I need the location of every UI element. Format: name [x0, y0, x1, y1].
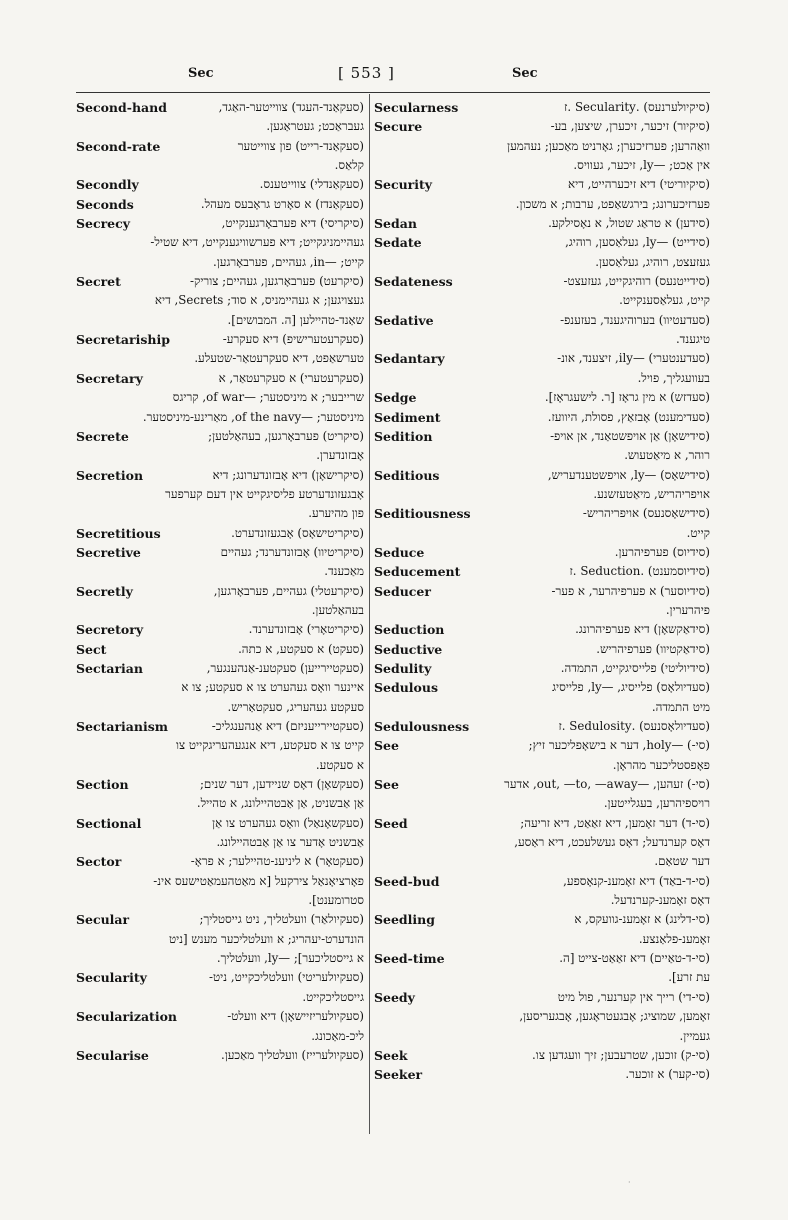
headword: Sedateness — [374, 274, 453, 290]
headword: Seedy — [374, 989, 415, 1005]
headword: Secretive — [76, 544, 141, 560]
entry-line — [374, 582, 710, 601]
headword: Sedge — [374, 390, 417, 406]
entry-line — [374, 640, 710, 659]
definition-text: (סעקיולאַר) וועלטליך, ניט גייסטליך; — [199, 912, 364, 927]
headword: Sedulousness — [374, 719, 470, 734]
headword: Secularization — [76, 1009, 178, 1025]
entry-line — [76, 968, 364, 987]
definition-text: (סידיוס) פערפיהרען. — [614, 544, 710, 559]
continuation-line: געזעצט, רוהיג, געלאַסען. — [595, 254, 710, 269]
headword: Secretary — [76, 370, 143, 386]
entry-line — [374, 1065, 710, 1084]
headword: Sectional — [76, 815, 142, 831]
continuation-line: קייט צו א סעקטע, דיא אנגעהעריגקייט צו — [175, 738, 364, 753]
continuation-line: זאָמענ-פלאַנצע. — [638, 931, 710, 946]
headword: Seeker — [374, 1067, 423, 1083]
headword: Seduction — [374, 622, 445, 638]
headword: Secularity — [76, 970, 147, 986]
continuation-line: געבראַכט; געטראַגען. — [266, 119, 364, 134]
headword: Sedulity — [374, 660, 432, 676]
continuation-line: פון מהיערע. — [308, 506, 364, 521]
definition-text: (סעקאַנדלי) צווייטענס. — [259, 177, 364, 192]
continuation-line: איינער וואָס געהערט צו א סעקטע; צו א — [181, 680, 364, 695]
definition-text: (סיקריטיוו) אָבזונדערנד; געהיים — [220, 544, 364, 559]
definition-text: (סי-) —holy, דער א בישאָפליכער זיץ; — [528, 738, 710, 753]
entry-line — [76, 910, 364, 929]
headword: Seducement — [374, 564, 461, 580]
entry-line — [374, 736, 710, 755]
definition-text: (סי-ד-באַד) דיא זאָמענ-קנאָספע, — [563, 873, 710, 888]
continuation-line: סטרומענט]. — [308, 893, 364, 908]
headword: Secretariship — [76, 332, 170, 348]
entry-line — [374, 717, 710, 736]
continuation-line: עת זרע]. — [668, 970, 710, 985]
continuation-line: פיהרערין. — [665, 602, 710, 617]
entry-line — [76, 427, 364, 446]
continuation-line: קלאַס. — [334, 158, 364, 173]
continuation-line: געהיימניגקייט; דיא פערשוויגענקייט, דיא שטיל- — [150, 235, 364, 250]
headword: Sedulous — [374, 680, 439, 696]
page-header — [0, 62, 788, 90]
entry-line — [76, 98, 364, 117]
definition-text: (סי-ד) דער זאָמען, דיא זאַאַט, דיא זריעה; — [520, 815, 710, 830]
definition-text: (סעקטאָר) א ליניענ-טהיילער; א פראָ- — [190, 854, 364, 869]
headword: Secularise — [76, 1047, 149, 1063]
definition-text: (סידישאָסנעס) אויפריהריש- — [582, 506, 710, 521]
definition-text: (סידען) א טראַג שטול, א נאָסילקע. — [548, 216, 710, 231]
headword: Secularness — [374, 100, 459, 115]
entry-line — [76, 1007, 364, 1026]
entry-line — [374, 175, 710, 194]
entry-line — [374, 775, 710, 794]
continuation-line: אַבשניט אָדער צו אַן אַבטהיילונג. — [216, 835, 364, 850]
headword: Sedative — [374, 312, 434, 328]
entry-line — [76, 620, 364, 639]
definition-text: (סעקטיירייען) סעקטענ-אַנהענגער, — [206, 660, 364, 675]
entry-line — [76, 330, 364, 349]
headword: Sectarian — [76, 660, 143, 676]
headword: Secure — [374, 119, 423, 135]
headword: Seditious — [374, 467, 440, 483]
definition-text: (סעקטיירייעניזם) דיא אַנהענגליכ- — [211, 719, 364, 733]
entry-line — [76, 466, 364, 485]
headword: Seed-time — [374, 951, 445, 967]
right-guide-word: Sec — [512, 66, 538, 81]
continuation-line: פערזיכערונג; בירגשאַפט, ערבות; א משכון. — [515, 196, 710, 211]
definition-text: (סעקיולעריטי) וועלטליכקייט, ניט- — [209, 970, 364, 985]
headword: Sector — [76, 854, 122, 870]
headword: Seductive — [374, 641, 443, 657]
entry-line — [374, 988, 710, 1007]
continuation-line: קייט; —in, געהיים, פערבאָרגען. — [213, 254, 364, 269]
headword: Seek — [374, 1047, 408, 1063]
continuation-line: סעקטע געהעריג, סעקטאַריש. — [227, 699, 364, 714]
entry-line — [374, 311, 710, 330]
column-divider — [369, 94, 370, 1134]
continuation-line: בעוועגליך, פויל. — [637, 370, 710, 385]
entry-line — [76, 659, 364, 678]
entry-line — [374, 814, 710, 833]
definition-text: (סעדיולאָסנעס) .Sedulosity .ז — [558, 719, 710, 733]
entry-line — [76, 717, 364, 736]
continuation-line: קייט. — [686, 525, 710, 540]
definition-text: (סיקיור) זיכער, זיכערן, שיצען, בע- — [550, 119, 710, 134]
entry-line — [374, 349, 710, 368]
right-column — [374, 98, 710, 1085]
continuation-line: געמיין. — [679, 1028, 710, 1043]
definition-text: (סעקשאָנאַל) וואָס געהערט צו אַן — [212, 815, 364, 830]
continuation-line: טערשאַפט, דיא סעקרעטאַר-שטעלע. — [194, 351, 364, 366]
page-speck: · — [628, 1178, 631, 1187]
continuation-line: רוהר, א מיאַטעוש. — [624, 448, 710, 463]
continuation-line: אָבזונדערן. — [316, 448, 364, 463]
continuation-line: דער שטאַם. — [654, 854, 710, 869]
definition-text: (סי-ד-טאַיים) דיא זאַאַט-צייט [ה. — [559, 951, 710, 966]
definition-text: (סיקיולערנעס) .Secularity .ז — [564, 100, 710, 114]
definition-text: (סי-) זעהען, —out, —to, —away, אדער — [504, 777, 710, 792]
entry-line — [374, 214, 710, 233]
definition-text: (סידייטנעס) רוהיגקייט, געזעצט- — [563, 274, 710, 289]
headword: Seed-bud — [374, 873, 440, 889]
definition-text: (סיקרעטלי) געהיים, פערבאָרגען, — [213, 583, 364, 598]
continuation-line: א גייסטליכער]; —ly, וועלטליך. — [216, 951, 364, 966]
definition-text: (סי-דלינג) א זאָמענ-גוועקס, א — [574, 912, 710, 927]
definition-text: (סעקאַנדז) א סאָרט גראָבעס מעהל. — [200, 196, 364, 211]
definition-text: (סעדימענט) אָבזאַץ, פסולת, היוועז. — [547, 409, 710, 424]
entry-line — [374, 872, 710, 891]
headword: Seduce — [374, 544, 425, 560]
entry-line — [374, 466, 710, 485]
definition-text: (סידייט) —ly, געלאַסען, רוהיג, — [565, 235, 710, 250]
continuation-line: אָבגעזונדערטע פליסיגקייט אין דעם קערפער — [165, 486, 364, 501]
definition-text: (סעדעטיוו) בערוהיגענד, בעזענפ- — [560, 312, 710, 327]
entry-line — [76, 137, 364, 156]
entry-line — [76, 175, 364, 194]
continuation-line: הונדערט-יעהריג; א וועלטליכער מענש [ניט — [168, 931, 364, 946]
entry-line — [374, 117, 710, 136]
definition-text: (סיקריטישאָס) אָבגעזונדערט. — [231, 525, 364, 540]
page-number: [ 553 ] — [338, 64, 395, 82]
continuation-line: אַן אַבשניט, אַן אַבטהיילונג, א טהייל. — [196, 796, 364, 811]
definition-text: (סיקיוריטי) דיא זיכערהייט, דיא — [568, 177, 710, 192]
continuation-line: אויפריהריש, מיאַטעזשנע. — [593, 486, 710, 501]
headword: Seedling — [374, 912, 435, 928]
definition-text: (סעקט) א סעקטע, א כתה. — [238, 641, 364, 656]
definition-text: (סעקרעטערישיפ) דיא סעקרע- — [222, 332, 364, 347]
entry-line — [374, 272, 710, 291]
continuation-line: וואַהרען; פערזיכערן; גאָרניט מאַכען; נעהמען — [507, 138, 710, 153]
definition-text: (סעדענטערי) —ily, זיצענד, אונ- — [557, 351, 710, 366]
definition-text: (סיקרעט) פערבאָרגען, געהיים; צוריק- — [190, 274, 364, 289]
continuation-line: דאָס זאָמענ-קערנדעל. — [610, 893, 710, 908]
entry-line — [374, 620, 710, 639]
entry-line — [76, 640, 364, 659]
definition-text: (סידאַקטיוו) פערפיהריש. — [596, 641, 710, 656]
continuation-line: שאַנד-טהיילען [ה. המבושים]. — [227, 312, 364, 327]
headword: Secretion — [76, 467, 144, 483]
continuation-line: שרייבער; א מיניסטער; —of war, קריגס — [172, 390, 364, 405]
entry-line — [76, 582, 364, 601]
entry-line — [76, 272, 364, 291]
continuation-line: בעהאַלטען. — [311, 602, 364, 617]
entry-line — [76, 369, 364, 388]
continuation-line: גייסטליכקייט. — [302, 989, 364, 1004]
definition-text: (סידיוסמענט) .Seduction .ז — [569, 564, 710, 579]
left-column — [76, 98, 364, 1065]
definition-text: (סידישאָס) —ly, אויפשטענדעריש, — [547, 467, 710, 482]
definition-text: (סעדזש) א מין גראָז [ר. לישעגראָז]. — [544, 390, 710, 405]
continuation-line: טיגענד. — [675, 332, 710, 347]
headword: Secrecy — [76, 216, 131, 232]
headword: Sect — [76, 641, 107, 657]
definition-text: (סיקריטאָרי) אָבזונדערנד. — [248, 622, 364, 637]
entry-line — [374, 543, 710, 562]
continuation-line: אין אַכט; —ly, זיכער, געוויס. — [573, 158, 710, 173]
continuation-line: פאָרציאָנאַל צירקעל [א מאַטהעמאַטישעס אינ- — [153, 873, 364, 888]
definition-text: (סידיוליטי) פלייסיגקייט, התמדה. — [560, 660, 710, 675]
headword: Secretly — [76, 583, 133, 599]
definition-text: (סעקשאָן) דאָס שניידען, דער שנים; — [199, 777, 364, 792]
entry-line — [76, 524, 364, 543]
headword: Sedantary — [374, 351, 445, 367]
entry-line — [374, 1046, 710, 1065]
entry-line — [374, 678, 710, 697]
definition-text: (סיקריסי) דיא פערבאָרגענקייט, — [221, 216, 364, 231]
headword: Second-rate — [76, 138, 161, 154]
entry-line — [76, 195, 364, 214]
definition-text: (סי-ק) זוכען, שטרעבען; זיך וועגדען צו. — [532, 1047, 710, 1062]
headword: Seconds — [76, 196, 134, 212]
definition-text: (סיקרישאָן) דיא אָבזונדערונג; דיא — [212, 467, 364, 482]
headword: See — [374, 738, 399, 754]
definition-text: (סידאַקשאָן) דיא פערפיהרונג. — [575, 622, 710, 637]
headword: Section — [76, 777, 129, 793]
definition-text: (סעקרעטערי) א סעקרעטאַר, א — [218, 370, 364, 385]
definition-text: (סידישאָן) אַן אויפשטאַנד, אן אויפ- — [550, 428, 710, 443]
definition-text: (סעקאַנד-רייט) פון צווייטער — [237, 138, 364, 153]
headword: See — [374, 777, 399, 793]
entry-line — [76, 814, 364, 833]
entry-line — [374, 562, 710, 581]
definition-text: (סידיוסער) א פערפיהרער, א פער- — [551, 583, 710, 598]
entry-line — [374, 388, 710, 407]
entry-line — [374, 504, 710, 523]
definition-text: (סיקריט) פערבאָרגען, בעהאַלטען; — [208, 428, 364, 443]
continuation-line: זאָמען, שמוציג; אָבגעטראָגען, אָבגעריסען, — [519, 1009, 710, 1024]
continuation-line: ליכ-מאַכונג. — [311, 1028, 364, 1043]
continuation-line: מיט התמדה. — [651, 699, 710, 714]
headword: Second-hand — [76, 100, 167, 115]
entry-line — [374, 949, 710, 968]
entry-line — [374, 408, 710, 427]
headword: Sedition — [374, 428, 433, 444]
headword: Secrete — [76, 428, 129, 444]
headword: Sedan — [374, 216, 417, 232]
headword: Seed — [374, 815, 408, 831]
entry-line — [374, 659, 710, 678]
continuation-line: א סעקטע. — [315, 757, 364, 772]
entry-line — [374, 98, 710, 117]
definition-text: (סי-קער) א זוכער. — [625, 1067, 710, 1082]
left-guide-word: Sec — [188, 66, 214, 81]
definition-text: (סי-די) רייך אין קערנער, פול מיט — [557, 989, 710, 1004]
continuation-line: דאָס קערנדעל; דאָס געשלעכט, דיא ראַסע, — [514, 835, 710, 850]
definition-text: (סעקיולעריזיישאָן) דיא וועלט- — [227, 1009, 364, 1024]
continuation-line: געצויגען; א געהיימניס, א סוד; Secrets, דיא — [154, 293, 364, 308]
headword: Security — [374, 177, 433, 193]
continuation-line: רויספיהרען, בעגלייטען. — [603, 796, 710, 811]
headword: Secondly — [76, 177, 139, 193]
definition-text: (סעקאַנד-העגד) צווייטער-האַגד, — [218, 100, 364, 114]
continuation-line: פאָפסטליכער מהראָן. — [612, 757, 710, 772]
entry-line — [76, 214, 364, 233]
headword: Seducer — [374, 583, 431, 599]
headword: Sediment — [374, 409, 441, 425]
headword: Sedate — [374, 235, 422, 251]
headword: Secretory — [76, 622, 144, 638]
continuation-line: מאַכענד. — [324, 564, 364, 579]
entry-line — [374, 910, 710, 929]
definition-text: (סעדיולאָס) פלייסיג, —ly, פלייסיג — [552, 680, 710, 695]
definition-text: (סעקיולערייז) וועלטליך מאַכען. — [220, 1047, 364, 1062]
entry-line — [374, 233, 710, 252]
headword: Secular — [76, 912, 130, 928]
entry-line — [76, 852, 364, 871]
continuation-line: מיניסטער; —of the navy, מאַרינע-מיניסטער. — [142, 409, 364, 424]
entry-line — [76, 1046, 364, 1065]
headword: Seditiousness — [374, 506, 471, 522]
continuation-line: קייט, געלאַסענקייט. — [619, 293, 710, 308]
headword: Secretitious — [76, 525, 161, 541]
entry-line — [374, 427, 710, 446]
headword: Sectarianism — [76, 719, 168, 734]
header-rule — [76, 92, 710, 93]
entry-line — [76, 543, 364, 562]
headword: Secret — [76, 274, 121, 290]
entry-line — [76, 775, 364, 794]
